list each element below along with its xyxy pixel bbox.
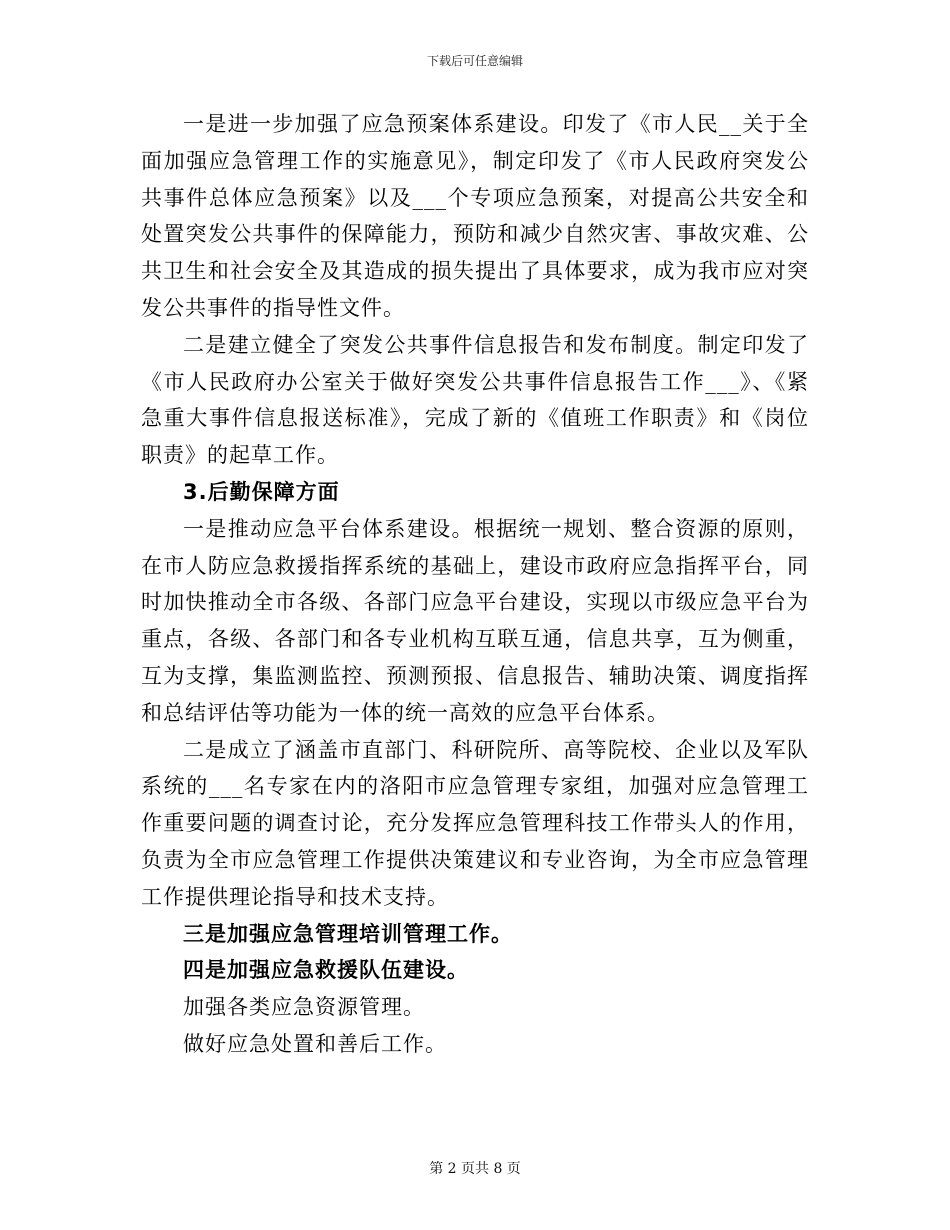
heading-rescue-team: 四是加强应急救援队伍建设。 (183, 958, 469, 983)
heading-training: 三是加强应急管理培训管理工作。 (183, 921, 513, 946)
paragraph-expert-group: 二是成立了涵盖市直部门、科研院所、高等院校、企业以及军队系统的___名专家在内的洛阳市应急管理专家组，加强对应急管理工作重要问题的调查讨论，充分发挥应急管理科技工作带头人的作用，负责为全市应急管理工作提供决策建议和专业咨询，为全市应急管理工作提供理论指导和技术支持。 (141, 737, 809, 909)
paragraph-aftermath: 做好应急处置和善后工作。 (183, 1031, 447, 1056)
page-footer: 第 2 页共 8 页 (429, 1161, 521, 1177)
section-heading-logistics: 3.后勤保障方面 (183, 479, 340, 504)
page-header: 下载后可任意编辑 (426, 54, 523, 68)
paragraph-emergency-platform: 一是推动应急平台体系建设。根据统一规划、整合资源的原则，在市人防应急救援指挥系统的基础上，建设市政府应急指挥平台，同时加快推动全市各级、各部门应急平台建设，实现以市级应急平台为重点，各级、各部门和各专业机构互联互通，信息共享，互为侧重，互为支撑，集监测监控、预测预报、信息报告、辅助决策、调度指挥和总结评估等功能为一体的统一高效的应急平台体系。 (141, 516, 809, 725)
paragraph-emergency-plan: 一是进一步加强了应急预案体系建设。印发了《市人民__关于全面加强应急管理工作的实施意见》，制定印发了《市人民政府突发公共事件总体应急预案》以及___个专项应急预案，对提高公共安全和处置突发公共事件的保障能力，预防和减少自然灾害、事故灾难、公共卫生和社会安全及其造成的损失提出了具体要求，成为我市应对突发公共事件的指导性文件。 (141, 112, 809, 320)
document-body (141, 106, 809, 1063)
paragraph-resource-management: 加强各类应急资源管理。 (183, 995, 425, 1020)
paragraph-info-report: 二是建立健全了突发公共事件信息报告和发布制度。制定印发了《市人民政府办公室关于做好突发公共事件信息报告工作___》、《紧急重大事件信息报送标准》，完成了新的《值班工作职责》和《岗位职责》的起草工作。 (141, 332, 809, 468)
